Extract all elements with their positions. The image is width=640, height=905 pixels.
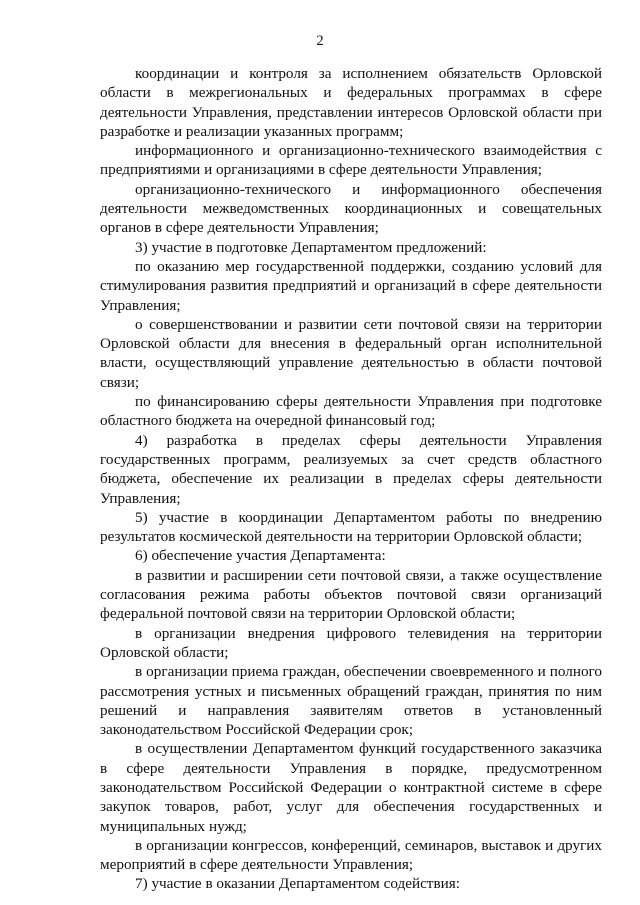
paragraph: по оказанию мер государственной поддержки, созданию условий для стимулирования развития предприятий и организаций в сфере деятельности Управления; (100, 257, 602, 314)
paragraph: 5) участие в координации Департаментом работы по внедрению результатов космической деятельности на территории Орловской области; (100, 508, 602, 546)
paragraph: организационно-технического и информационного обеспечения деятельности межведомственных координационных и совещательных органов в сфере деятельности Управления; (100, 180, 602, 237)
paragraph: 4) разработка в пределах сферы деятельности Управления государственных программ, реализуемых за счет средств областного бюджета, обеспечение их реализации в пределах сферы деятельности Управления; (100, 431, 602, 507)
paragraph: 6) обеспечение участия Департамента: (135, 547, 386, 565)
paragraph: по финансированию сферы деятельности Управления при подготовке областного бюджета на очередной финансовый год; (100, 393, 602, 430)
document-body (100, 64, 602, 894)
paragraph: в организации конгрессов, конференций, семинаров, выставок и других мероприятий в сфере деятельности Управления; (100, 836, 602, 874)
paragraph: 3) участие в подготовке Департаментом предложений: (135, 238, 487, 256)
paragraph: в организации внедрения цифрового телевидения на территории Орловской области; (100, 624, 602, 661)
paragraph: 7) участие в оказании Департаментом содействия: (135, 875, 460, 893)
page-number: 2 (316, 33, 324, 49)
paragraph: информационного и организационно-технического взаимодействия с предприятиями и организациями в сфере деятельности Управления; (100, 142, 602, 179)
paragraph: в развитии и расширении сети почтовой связи, а также осуществление согласования режима работы объектов почтовой связи организаций федеральной почтовой связи на территории Орловской области; (100, 566, 602, 623)
paragraph: в организации приема граждан, обеспечении своевременного и полного рассмотрения устных и письменных обращений граждан, принятия по ним решений и направления заявителям ответов в установленный законодательством Российской Федерации срок; (100, 663, 602, 739)
paragraph: в осуществлении Департаментом функций государственного заказчика в сфере деятельности Управления в порядке, предусмотренном законодательством Российской Федерации о контрактной системе в сфере закупок товаров, работ, услуг для обеспечения государственных и муниципальных нужд; (100, 740, 602, 835)
paragraph: о совершенствовании и развитии сети почтовой связи на территории Орловской области для внесения в федеральный орган исполнительной власти, осуществляющий управление деятельностью в области почтовой связи; (100, 315, 602, 391)
paragraph: координации и контроля за исполнением обязательств Орловской области в межрегиональных и федеральных программах в сфере деятельности Управления, представлении интересов Орловской области при разработке и реализации указанных программ; (100, 65, 602, 140)
